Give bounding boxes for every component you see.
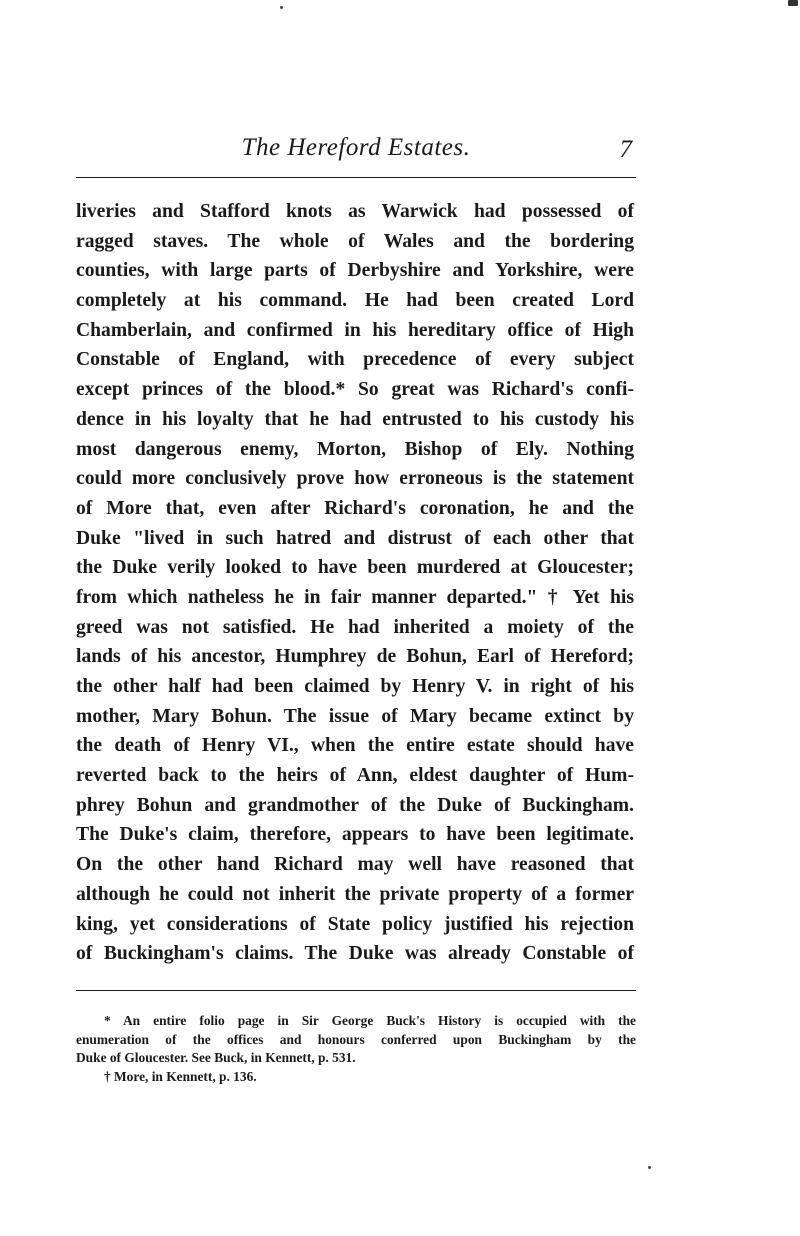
body-line: most dangerous enemy, Morton, Bishop of Ely. Nothing bbox=[76, 438, 634, 460]
body-line: the death of Henry VI., when the entire estate should have bbox=[76, 735, 634, 757]
body-line: ragged staves. The whole of Wales and the bordering bbox=[76, 230, 634, 252]
body-line: greed was not satisfied. He had inherited a moiety of the bbox=[76, 616, 634, 638]
footnote-rule bbox=[76, 990, 636, 991]
body-line: On the other hand Richard may well have reasoned that bbox=[76, 854, 634, 876]
body-line: liveries and Stafford knots as Warwick had possessed of bbox=[76, 201, 634, 222]
body-line: although he could not inherit the private property of a former bbox=[76, 883, 634, 905]
header-rule bbox=[76, 177, 636, 178]
body-line: Duke "lived in such hatred and distrust of each other that bbox=[76, 527, 634, 549]
body-line: except princes of the blood.* So great was Richard's confi- bbox=[76, 379, 634, 401]
footnote-2 bbox=[76, 1068, 636, 1087]
body-line: from which natheless he in fair manner departed." † Yet his bbox=[76, 586, 634, 608]
body-line: The Duke's claim, therefore, appears to have been legitimate. bbox=[76, 824, 634, 846]
body-line: reverted back to the heirs of Ann, eldest daughter of Hum- bbox=[76, 765, 634, 787]
footnote-line: * An entire folio page in Sir George Buck's History is occupied with the bbox=[104, 1013, 636, 1028]
scan-speck bbox=[280, 6, 283, 9]
footnote-1 bbox=[76, 1012, 636, 1068]
body-line: mother, Mary Bohun. The issue of Mary became extinct by bbox=[76, 705, 634, 727]
footnotes bbox=[76, 1012, 636, 1086]
footnote-line: enumeration of the offices and honours conferred upon Buckingham by the bbox=[76, 1031, 636, 1047]
body-line: completely at his command. He had been created Lord bbox=[76, 290, 634, 312]
footnote-line: Duke of Gloucester. See Buck, in Kennett, p. 531. bbox=[76, 1050, 356, 1065]
body-line: king, yet considerations of State policy justified his rejection bbox=[76, 913, 634, 935]
body-line: could more conclusively prove how erroneous is the statement bbox=[76, 468, 634, 490]
page-header bbox=[76, 132, 636, 172]
body-line: counties, with large parts of Derbyshire and Yorkshire, were bbox=[76, 260, 634, 282]
scan-speck bbox=[788, 0, 798, 6]
page-number: 7 bbox=[619, 136, 632, 163]
body-line: phrey Bohun and grandmother of the Duke of Buckingham. bbox=[76, 794, 634, 816]
body-line: the Duke verily looked to have been murdered at Gloucester; bbox=[76, 557, 634, 579]
body-line: lands of his ancestor, Humphrey de Bohun, Earl of Hereford; bbox=[76, 646, 634, 668]
running-head: The Hereford Estates. bbox=[241, 134, 471, 161]
body-line: Chamberlain, and confirmed in his hereditary office of High bbox=[76, 319, 634, 341]
body-line: Constable of England, with precedence of every subject bbox=[76, 349, 634, 371]
scan-speck bbox=[648, 1166, 651, 1169]
body-text bbox=[76, 197, 634, 969]
body-line: of Buckingham's claims. The Duke was already Constable of bbox=[76, 943, 634, 965]
body-line: dence in his loyalty that he had entrusted to his custody his bbox=[76, 408, 634, 430]
footnote-line: † More, in Kennett, p. 136. bbox=[104, 1068, 257, 1084]
body-line: of More that, even after Richard's coronation, he and the bbox=[76, 497, 634, 519]
body-line: the other half had been claimed by Henry V. in right of his bbox=[76, 676, 634, 697]
